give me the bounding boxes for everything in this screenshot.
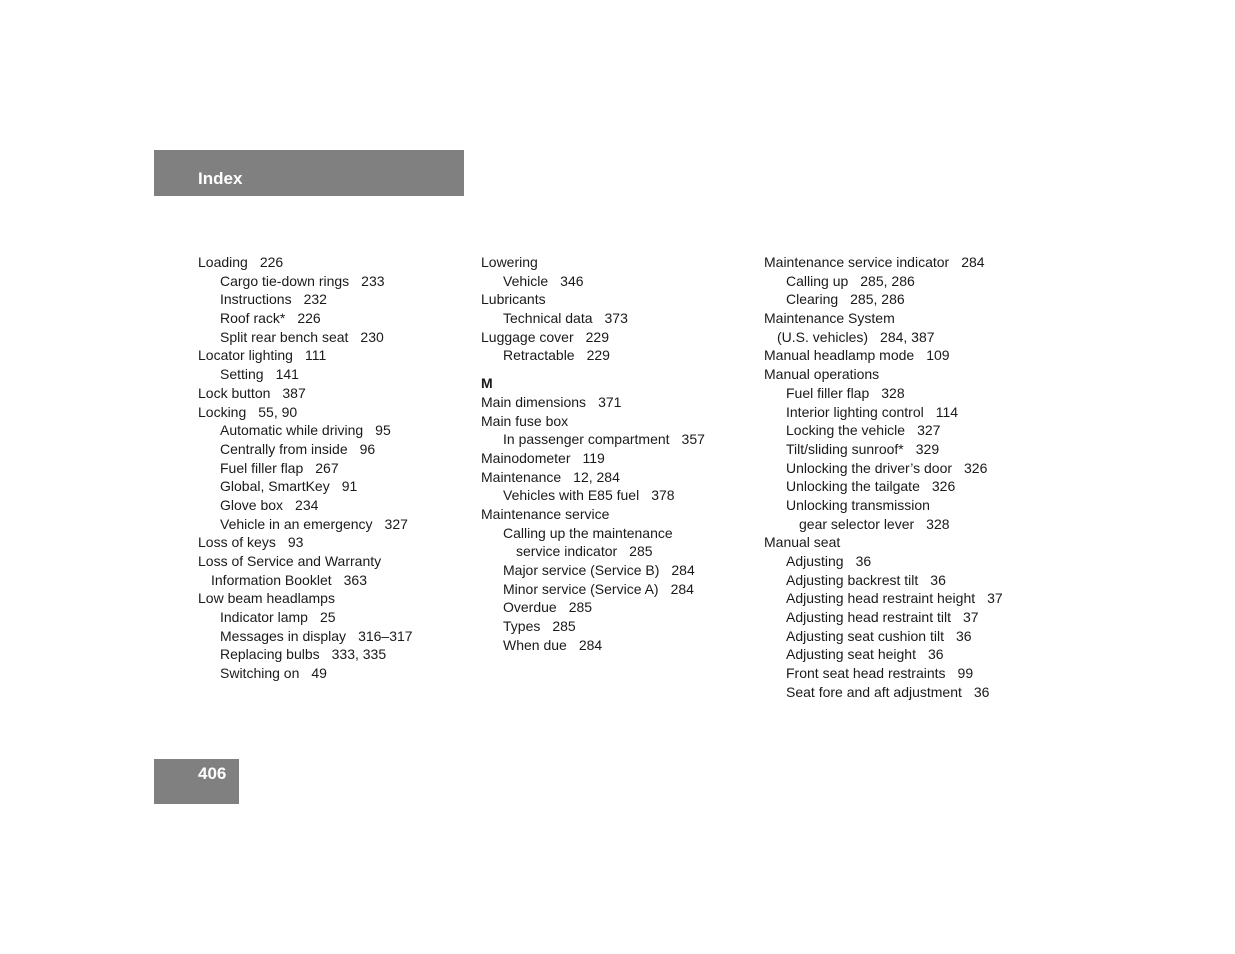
index-entry: [764, 309, 1003, 328]
index-entry-term: Centrally from inside: [220, 440, 348, 457]
index-entry-term: Glove box: [220, 496, 284, 513]
index-entry-term: Front seat head restraints: [786, 665, 946, 682]
index-entry: [481, 412, 705, 431]
index-entry-page-ref: 285: [629, 543, 653, 560]
index-entry-term: Instructions: [220, 291, 292, 308]
index-entry: [481, 617, 705, 636]
page-number: 406: [198, 764, 227, 783]
index-entry-page-ref: 233: [361, 272, 385, 289]
index-entry: [198, 346, 413, 365]
index-entry-page-ref: 119: [582, 449, 605, 466]
index-entry: [198, 515, 413, 534]
index-entry-page-ref: 285: [568, 599, 593, 616]
index-entry-term: Main dimensions: [481, 393, 587, 410]
index-entry: [198, 459, 413, 478]
index-entry-page-ref: 55, 90: [258, 403, 298, 420]
index-entry: [481, 524, 705, 543]
index-entry: [198, 328, 413, 347]
index-entry-term: Replacing bulbs: [220, 646, 320, 663]
index-entry-term: Major service (Service B): [503, 562, 660, 578]
index-entry-page-ref: 95: [375, 422, 391, 439]
index-entry-page-ref: 111: [304, 347, 327, 364]
index-entry-term: Calling up: [786, 272, 849, 289]
index-entry-term: Loss of Service and Warranty: [198, 553, 382, 569]
page-number-tab: [154, 759, 239, 804]
index-entry: [764, 515, 1003, 534]
index-entry-page-ref: 284, 387: [880, 328, 935, 345]
index-entry-term: Adjusting seat height: [786, 646, 916, 663]
index-entry: [198, 533, 413, 552]
index-entry-term: Vehicles with E85 fuel: [503, 487, 640, 504]
index-entry-term: Calling up the maintenance: [503, 524, 673, 541]
index-entry: [481, 346, 705, 365]
index-entry: [198, 627, 413, 646]
index-entry: [198, 589, 413, 608]
index-entry-term: In passenger compartment: [503, 431, 670, 448]
index-entry-page-ref: 36: [927, 646, 944, 663]
index-entry-term: Locking the vehicle: [786, 422, 906, 439]
index-entry: [481, 253, 705, 272]
index-entry-term: service indicator: [516, 543, 618, 560]
index-entry-term: Loading: [198, 254, 248, 270]
index-entry-page-ref: 346: [560, 272, 584, 289]
index-entry-term: Cargo tie-down rings: [220, 272, 350, 289]
index-entry: [764, 477, 1003, 496]
index-entry: [198, 664, 413, 683]
index-entry-page-ref: 229: [586, 347, 610, 364]
index-entry-page-ref: 93: [287, 534, 304, 551]
index-entry: [764, 421, 1003, 440]
index-entry-term: (U.S. vehicles): [777, 328, 869, 345]
index-entry: [481, 561, 705, 580]
index-entry-term: Adjusting seat cushion tilt: [786, 627, 944, 644]
index-entry-page-ref: 99: [957, 665, 974, 682]
index-entry: [764, 253, 1003, 272]
index-entry: [764, 683, 1003, 702]
index-entry: [198, 645, 413, 664]
index-entry-term: When due: [503, 636, 567, 653]
index-entry-term: Low beam headlamps: [198, 590, 335, 607]
index-entry-page-ref: 357: [681, 431, 705, 448]
index-entry: [198, 571, 413, 590]
index-entry-page-ref: 96: [359, 440, 376, 457]
index-entry-page-ref: 326: [931, 478, 956, 495]
index-entry-term: Lubricants: [481, 291, 546, 308]
index-entry: [764, 272, 1003, 291]
index-entry: [481, 468, 705, 487]
index-entry: [198, 290, 413, 309]
index-entry-page-ref: 230: [360, 328, 384, 345]
index-entry-page-ref: 36: [930, 571, 946, 588]
index-entry-page-ref: 25: [319, 609, 336, 626]
index-entry-term: Adjusting: [786, 553, 844, 569]
index-entry-term: Adjusting head restraint height: [786, 590, 976, 607]
index-entry: [764, 440, 1003, 459]
index-entry-term: gear selector lever: [799, 515, 915, 532]
index-entry: [481, 542, 705, 561]
index-entry-page-ref: 229: [585, 328, 609, 345]
index-entry: [764, 533, 1003, 552]
index-entry-page-ref: 226: [259, 254, 284, 270]
index-entry-term: Adjusting head restraint tilt: [786, 609, 951, 626]
index-column-2: [481, 253, 705, 654]
index-entry-page-ref: 36: [973, 683, 990, 700]
index-entry: [764, 290, 1003, 309]
index-entry-page-ref: 49: [311, 665, 327, 682]
index-entry-term: Seat fore and aft adjustment: [786, 683, 962, 700]
index-entry-term: Fuel filler flap: [220, 459, 304, 476]
index-entry: [481, 309, 705, 328]
index-entry-term: Roof rack*: [220, 310, 286, 327]
index-entry-term: Unlocking the tailgate: [786, 478, 920, 495]
index-entry-page-ref: 328: [881, 384, 905, 401]
index-entry: [764, 328, 1003, 347]
index-entry: [481, 430, 705, 449]
index-entry-term: Minor service (Service A): [503, 580, 659, 597]
index-entry-term: Retractable: [503, 347, 575, 364]
index-entry-page-ref: 285, 286: [850, 291, 905, 308]
index-entry-term: Technical data: [503, 310, 593, 327]
index-entry-term: Information Booklet: [211, 571, 332, 588]
index-entry-page-ref: 316–317: [358, 627, 413, 644]
index-entry: [481, 393, 705, 412]
index-entry: [481, 328, 705, 347]
header-tab: [154, 150, 464, 196]
index-entry-term: Fuel filler flap: [786, 384, 870, 401]
index-entry-term: Tilt/sliding sunroof*: [786, 440, 904, 457]
index-entry: [764, 589, 1003, 608]
index-entry: [764, 664, 1003, 683]
index-entry: [198, 477, 413, 496]
index-entry-page-ref: 373: [604, 310, 628, 327]
index-entry-term: Indicator lamp: [220, 609, 308, 626]
index-entry: [481, 580, 705, 599]
index-entry-page-ref: 329: [915, 440, 940, 457]
index-entry-page-ref: 371: [598, 393, 622, 410]
index-entry-term: Interior lighting control: [786, 403, 924, 420]
index-entry: [764, 403, 1003, 422]
index-entry: [764, 571, 1003, 590]
index-entry: [198, 365, 413, 384]
index-entry: [198, 421, 413, 440]
index-entry: [481, 272, 705, 291]
index-entry-term: Locking: [198, 403, 247, 420]
index-entry-term: Setting: [220, 366, 264, 383]
index-entry-page-ref: 284: [578, 636, 603, 653]
index-entry-term: Manual seat: [764, 534, 841, 551]
index-entry: [764, 496, 1003, 515]
index-entry-page-ref: 109: [926, 347, 950, 364]
index-entry: [198, 309, 413, 328]
index-entry: [481, 636, 705, 655]
index-entry-term: Automatic while driving: [220, 422, 364, 439]
index-entry-term: Overdue: [503, 599, 557, 616]
index-entry: [198, 384, 413, 403]
index-entry-page-ref: 285, 286: [860, 272, 915, 289]
index-entry-page-ref: 284: [670, 580, 694, 597]
index-entry-page-ref: 141: [275, 366, 299, 383]
index-entry-page-ref: 327: [384, 515, 408, 532]
index-entry: [198, 440, 413, 459]
index-entry-page-ref: 36: [855, 553, 872, 569]
index-entry-term: Maintenance service indicator: [764, 254, 950, 270]
index-entry: [764, 645, 1003, 664]
index-entry-page-ref: 12, 284: [573, 468, 620, 485]
index-entry: [764, 459, 1003, 478]
index-entry: [481, 449, 705, 468]
index-entry-page-ref: 326: [964, 459, 988, 476]
index-entry-term: Locator lighting: [198, 347, 293, 364]
index-entry: [481, 290, 705, 309]
index-entry-page-ref: 267: [315, 459, 339, 476]
index-entry-term: Vehicle: [503, 272, 549, 289]
index-entry-page-ref: 234: [295, 496, 319, 513]
index-entry: [481, 486, 705, 505]
index-entry-term: Manual headlamp mode: [764, 347, 915, 364]
index-entry-page-ref: 378: [651, 487, 675, 504]
index-entry: [198, 496, 413, 515]
index-letter-heading: M: [481, 375, 493, 392]
index-entry-term: Lowering: [481, 254, 538, 270]
index-entry: [764, 365, 1003, 384]
index-entry-page-ref: 327: [917, 422, 941, 439]
index-entry-term: Lock button: [198, 384, 271, 401]
index-entry-term: Switching on: [220, 665, 300, 682]
index-entry-page-ref: 114: [935, 403, 959, 420]
index-entry-page-ref: 285: [552, 618, 576, 635]
index-entry-term: Mainodometer: [481, 449, 571, 466]
index-entry-term: Clearing: [786, 291, 839, 308]
index-entry-term: Manual operations: [764, 366, 880, 383]
index-entry-page-ref: 37: [987, 590, 1003, 607]
index-entry-page-ref: 284: [961, 254, 985, 270]
index-entry-page-ref: 91: [341, 478, 358, 495]
index-entry-page-ref: 37: [962, 609, 979, 626]
index-entry: [198, 608, 413, 627]
index-entry-page-ref: 226: [297, 310, 321, 327]
index-entry-term: Global, SmartKey: [220, 478, 330, 495]
index-entry: [481, 505, 705, 524]
index-entry-term: Vehicle in an emergency: [220, 515, 373, 532]
index-entry-term: Maintenance service: [481, 505, 610, 522]
page-title: Index: [198, 169, 243, 188]
index-entry: [198, 552, 413, 571]
index-entry: [198, 403, 413, 422]
index-entry-term: Unlocking transmission: [786, 496, 930, 513]
index-entry: [764, 346, 1003, 365]
index-entry-page-ref: 328: [926, 515, 950, 532]
index-entry: [764, 627, 1003, 646]
index-entry-term: Split rear bench seat: [220, 328, 349, 345]
index-entry: [198, 272, 413, 291]
index-entry-page-ref: 363: [343, 571, 367, 588]
index-entry-page-ref: 387: [282, 384, 306, 401]
index-entry-page-ref: 36: [955, 627, 972, 644]
index-entry: [764, 552, 1003, 571]
index-entry-term: Main fuse box: [481, 412, 569, 429]
index-entry: [764, 608, 1003, 627]
index-entry-term: Adjusting backrest tilt: [786, 571, 919, 588]
index-entry-term: Unlocking the driver’s door: [786, 459, 953, 476]
index-entry-page-ref: 232: [303, 291, 327, 308]
index-entry-term: Maintenance System: [764, 310, 895, 327]
index-entry: [764, 384, 1003, 403]
index-entry-term: Loss of keys: [198, 534, 276, 551]
index-entry-term: Maintenance: [481, 468, 562, 485]
index-entry-term: Messages in display: [220, 627, 347, 644]
index-entry-term: Luggage cover: [481, 328, 574, 345]
index-entry-page-ref: 333, 335: [331, 646, 387, 663]
index-entry: [481, 598, 705, 617]
index-entry: [198, 253, 413, 272]
index-entry-page-ref: 284: [671, 562, 695, 578]
index-column-3: [764, 253, 1003, 702]
index-entry-term: Types: [503, 618, 541, 635]
index-column-1: [198, 253, 413, 683]
